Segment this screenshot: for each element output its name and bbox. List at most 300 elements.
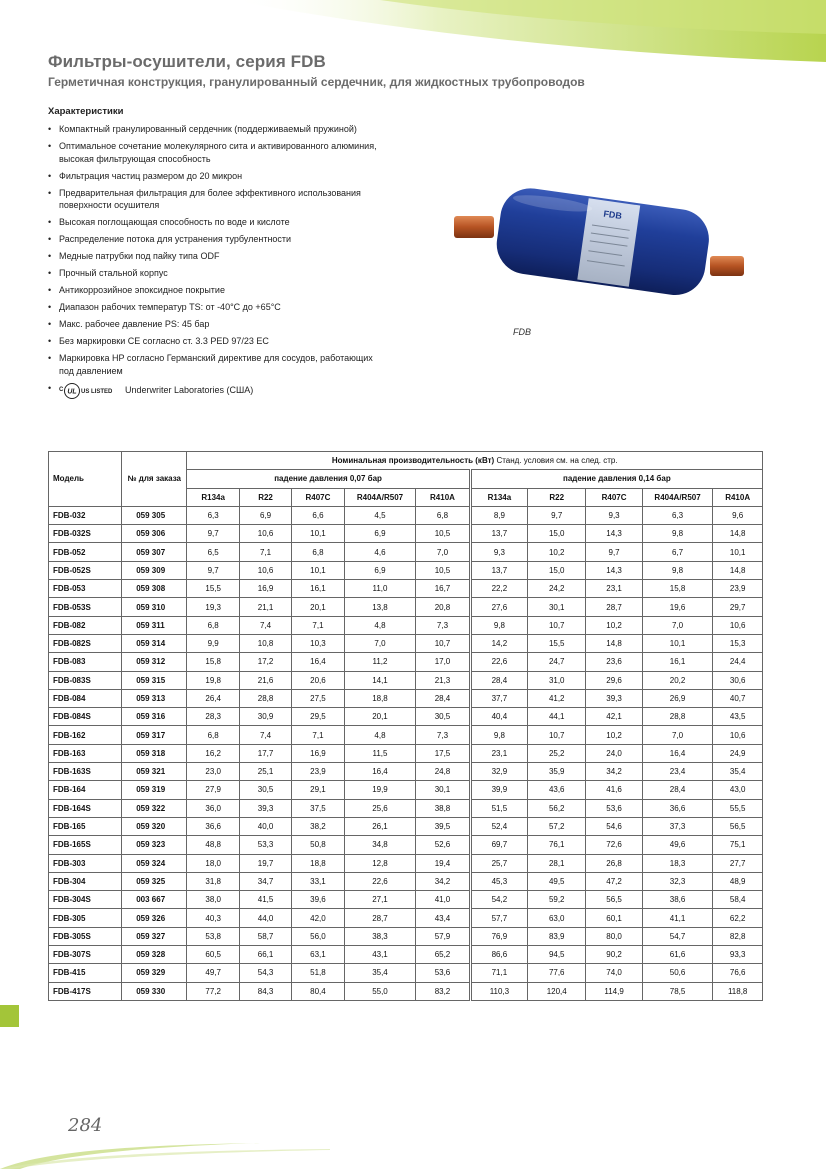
feature-text-ul: Underwriter Laboratories (США) [125, 385, 254, 396]
capacity-cell: 10,1 [292, 525, 345, 543]
capacity-cell: 75,1 [713, 836, 763, 854]
capacity-cell: 28,8 [642, 708, 713, 726]
model-cell: FDB-032 [49, 506, 122, 524]
capacity-cell: 47,2 [586, 872, 642, 890]
feature-text: Компактный гранулированный сердечник (поддерживаемый пружиной) [59, 124, 357, 134]
model-cell: FDB-165 [49, 817, 122, 835]
capacity-cell: 41,0 [416, 891, 470, 909]
model-cell: FDB-162 [49, 726, 122, 744]
feature-item [48, 216, 378, 229]
capacity-cell: 21,3 [416, 671, 470, 689]
model-cell: FDB-052 [49, 543, 122, 561]
table-row [49, 671, 763, 689]
capacity-cell: 43,6 [528, 781, 586, 799]
capacity-cell: 38,2 [292, 817, 345, 835]
section-side-tab [0, 1005, 19, 1027]
capacity-cell: 65,2 [416, 946, 470, 964]
capacity-cell: 49,6 [642, 836, 713, 854]
capacity-cell: 39,3 [239, 799, 291, 817]
table-row [49, 506, 763, 524]
capacity-cell: 53,6 [416, 964, 470, 982]
capacity-cell: 12,8 [344, 854, 416, 872]
capacity-cell: 10,6 [239, 525, 291, 543]
capacity-cell: 48,9 [713, 872, 763, 890]
capacity-cell: 41,2 [528, 689, 586, 707]
capacity-cell: 54,7 [642, 927, 713, 945]
capacity-cell: 4,8 [344, 726, 416, 744]
capacity-cell: 15,8 [642, 580, 713, 598]
capacity-cell: 83,9 [528, 927, 586, 945]
capacity-cell: 16,1 [292, 580, 345, 598]
capacity-cell: 40,0 [239, 817, 291, 835]
order-code-cell: 059 317 [122, 726, 187, 744]
capacity-cell: 57,9 [416, 927, 470, 945]
table-row [49, 561, 763, 579]
capacity-cell: 10,7 [528, 726, 586, 744]
capacity-cell: 9,6 [713, 506, 763, 524]
capacity-cell: 7,0 [642, 616, 713, 634]
capacity-cell: 21,1 [239, 598, 291, 616]
capacity-cell: 36,0 [187, 799, 239, 817]
capacity-cell: 7,3 [416, 726, 470, 744]
order-code-cell: 059 330 [122, 982, 187, 1000]
capacity-cell: 72,6 [586, 836, 642, 854]
capacity-cell: 120,4 [528, 982, 586, 1000]
capacity-cell: 9,8 [470, 726, 527, 744]
capacity-cell: 54,3 [239, 964, 291, 982]
model-cell: FDB-304 [49, 872, 122, 890]
table-row [49, 781, 763, 799]
table-row [49, 763, 763, 781]
table-row [49, 708, 763, 726]
table-row [49, 982, 763, 1000]
capacity-cell: 17,0 [416, 653, 470, 671]
capacity-cell: 19,9 [344, 781, 416, 799]
bullet: • [48, 382, 52, 393]
capacity-cell: 6,8 [187, 726, 239, 744]
capacity-cell: 23,4 [642, 763, 713, 781]
capacity-cell: 27,1 [344, 891, 416, 909]
capacity-cell: 30,5 [416, 708, 470, 726]
capacity-cell: 9,7 [187, 525, 239, 543]
order-code-cell: 059 329 [122, 964, 187, 982]
capacity-cell: 16,2 [187, 744, 239, 762]
table-row [49, 836, 763, 854]
capacity-cell: 76,1 [528, 836, 586, 854]
capacity-cell: 38,8 [416, 799, 470, 817]
capacity-cell: 58,4 [713, 891, 763, 909]
capacity-cell: 63,0 [528, 909, 586, 927]
capacity-cell: 31,8 [187, 872, 239, 890]
capacity-cell: 82,8 [713, 927, 763, 945]
capacity-cell: 27,6 [470, 598, 527, 616]
capacity-cell: 9,7 [586, 543, 642, 561]
capacity-cell: 26,1 [344, 817, 416, 835]
capacity-cell: 43,0 [713, 781, 763, 799]
order-code-cell: 059 325 [122, 872, 187, 890]
refrigerant-header: R410A [416, 488, 470, 506]
model-cell: FDB-082S [49, 634, 122, 652]
capacity-cell: 6,8 [187, 616, 239, 634]
capacity-cell: 6,6 [292, 506, 345, 524]
capacity-cell: 10,1 [642, 634, 713, 652]
table-row [49, 634, 763, 652]
capacity-cell: 36,6 [187, 817, 239, 835]
capacity-cell: 14,1 [344, 671, 416, 689]
model-cell: FDB-164 [49, 781, 122, 799]
capacity-cell: 16,9 [292, 744, 345, 762]
order-code-cell: 059 309 [122, 561, 187, 579]
page-title: Фильтры-осушители, серия FDB [48, 52, 326, 71]
capacity-cell: 49,5 [528, 872, 586, 890]
feature-item [48, 301, 378, 314]
refrigerant-header: R134a [187, 488, 239, 506]
feature-text: Высокая поглощающая способность по воде и кислоте [59, 217, 290, 227]
refrigerant-header: R22 [528, 488, 586, 506]
model-cell: FDB-032S [49, 525, 122, 543]
svg-text:UL: UL [67, 388, 77, 395]
capacity-cell: 90,2 [586, 946, 642, 964]
table-row [49, 799, 763, 817]
capacity-group-header [187, 452, 763, 470]
capacity-cell: 7,1 [292, 726, 345, 744]
capacity-cell: 40,4 [470, 708, 527, 726]
capacity-cell: 23,0 [187, 763, 239, 781]
feature-item [48, 250, 378, 263]
capacity-cell: 34,2 [586, 763, 642, 781]
capacity-cell: 36,6 [642, 799, 713, 817]
capacity-cell: 32,9 [470, 763, 527, 781]
table-row [49, 909, 763, 927]
capacity-cell: 4,5 [344, 506, 416, 524]
table-row [49, 580, 763, 598]
order-code-cell: 059 313 [122, 689, 187, 707]
capacity-cell: 11,5 [344, 744, 416, 762]
order-code-cell: 059 321 [122, 763, 187, 781]
capacity-cell: 60,5 [187, 946, 239, 964]
capacity-cell: 66,1 [239, 946, 291, 964]
capacity-cell: 22,2 [470, 580, 527, 598]
capacity-cell: 15,5 [528, 634, 586, 652]
capacity-cell: 19,7 [239, 854, 291, 872]
refrigerant-header: R410A [713, 488, 763, 506]
capacity-cell: 28,1 [528, 854, 586, 872]
feature-text: Предварительная фильтрация для более эффективного использования поверхности осушителя [59, 187, 361, 210]
feature-text: Прочный стальной корпус [59, 268, 168, 278]
capacity-cell: 74,0 [586, 964, 642, 982]
footer-swoosh-graphic [0, 1125, 826, 1169]
capacity-group-title: Номинальная производительность (кВт) [331, 456, 495, 466]
order-code-cell: 059 328 [122, 946, 187, 964]
feature-text: Фильтрация частиц размером до 20 микрон [59, 170, 243, 181]
order-code-cell: 059 320 [122, 817, 187, 835]
capacity-cell: 11,0 [344, 580, 416, 598]
capacity-cell: 23,1 [470, 744, 527, 762]
bullet: • [48, 124, 52, 134]
table-row [49, 891, 763, 909]
order-code-cell: 059 314 [122, 634, 187, 652]
capacity-cell: 42,1 [586, 708, 642, 726]
capacity-cell: 94,5 [528, 946, 586, 964]
feature-item-ul [48, 382, 378, 400]
table-row [49, 525, 763, 543]
capacity-cell: 28,4 [470, 671, 527, 689]
capacity-cell: 10,2 [586, 616, 642, 634]
capacity-cell: 53,8 [187, 927, 239, 945]
capacity-cell: 53,3 [239, 836, 291, 854]
capacity-cell: 25,2 [528, 744, 586, 762]
capacity-cell: 83,2 [416, 982, 470, 1000]
capacity-cell: 28,8 [239, 689, 291, 707]
feature-text: Медные патрубки под пайку типа ODF [59, 251, 220, 261]
capacity-cell: 40,3 [187, 909, 239, 927]
capacity-cell: 38,6 [642, 891, 713, 909]
capacity-cell: 25,7 [470, 854, 527, 872]
capacity-cell: 58,7 [239, 927, 291, 945]
capacity-cell: 24,0 [586, 744, 642, 762]
capacity-cell: 19,6 [642, 598, 713, 616]
capacity-cell: 28,4 [642, 781, 713, 799]
model-cell: FDB-415 [49, 964, 122, 982]
capacity-cell: 24,8 [416, 763, 470, 781]
order-code-cell: 059 322 [122, 799, 187, 817]
capacity-cell: 48,8 [187, 836, 239, 854]
table-row [49, 872, 763, 890]
capacity-cell: 6,9 [344, 561, 416, 579]
capacity-cell: 10,5 [416, 525, 470, 543]
capacity-cell: 20,1 [344, 708, 416, 726]
capacity-cell: 8,9 [470, 506, 527, 524]
model-cell: FDB-164S [49, 799, 122, 817]
feature-text: Маркировка HP согласно Германский директиве для сосудов, работающих под давлением [59, 353, 373, 376]
capacity-cell: 41,1 [642, 909, 713, 927]
capacity-cell: 69,7 [470, 836, 527, 854]
capacity-cell: 19,8 [187, 671, 239, 689]
capacity-cell: 45,3 [470, 872, 527, 890]
capacity-cell: 80,0 [586, 927, 642, 945]
capacity-cell: 35,4 [344, 964, 416, 982]
refrigerant-header: R404A/R507 [344, 488, 416, 506]
capacity-cell: 38,3 [344, 927, 416, 945]
capacity-cell: 16,1 [642, 653, 713, 671]
capacity-cell: 7,1 [292, 616, 345, 634]
capacity-cell: 53,6 [586, 799, 642, 817]
features-list [48, 123, 378, 377]
capacity-cell: 17,2 [239, 653, 291, 671]
capacity-cell: 14,8 [586, 634, 642, 652]
capacity-cell: 61,6 [642, 946, 713, 964]
capacity-group-note: Станд. условия см. на след. стр. [496, 456, 618, 466]
capacity-cell: 18,3 [642, 854, 713, 872]
product-caption: FDB [513, 327, 531, 337]
capacity-cell: 27,9 [187, 781, 239, 799]
capacity-cell: 24,2 [528, 580, 586, 598]
ul-listed-logo-icon [59, 382, 121, 400]
capacity-cell: 9,3 [586, 506, 642, 524]
refrigerant-header: R407C [292, 488, 345, 506]
refrigerant-header: R134a [470, 488, 527, 506]
capacity-cell: 118,8 [713, 982, 763, 1000]
model-cell: FDB-307S [49, 946, 122, 964]
capacity-cell: 33,1 [292, 872, 345, 890]
model-cell: FDB-417S [49, 982, 122, 1000]
capacity-cell: 10,6 [713, 726, 763, 744]
order-code-cell: 059 318 [122, 744, 187, 762]
capacity-cell: 34,2 [416, 872, 470, 890]
bullet: • [48, 319, 52, 329]
capacity-cell: 13,7 [470, 525, 527, 543]
bullet: • [48, 234, 52, 244]
capacity-cell: 17,7 [239, 744, 291, 762]
capacity-cell: 44,1 [528, 708, 586, 726]
model-cell: FDB-053 [49, 580, 122, 598]
capacity-cell: 30,5 [239, 781, 291, 799]
capacity-cell: 10,5 [416, 561, 470, 579]
capacity-cell: 50,6 [642, 964, 713, 982]
model-cell: FDB-303 [49, 854, 122, 872]
capacity-cell: 20,1 [292, 598, 345, 616]
feature-text: Антикоррозийное эпоксидное покрытие [59, 285, 225, 295]
capacity-cell: 16,9 [239, 580, 291, 598]
feature-item [48, 233, 378, 246]
feature-item [48, 352, 378, 377]
table-row [49, 653, 763, 671]
features-section [48, 106, 378, 404]
page-subtitle: Герметичная конструкция, гранулированный сердечник, для жидкостных трубопроводов [48, 75, 585, 89]
model-cell: FDB-163S [49, 763, 122, 781]
order-code-cell: 059 323 [122, 836, 187, 854]
capacity-cell: 7,4 [239, 726, 291, 744]
order-code-cell: 059 319 [122, 781, 187, 799]
capacity-cell: 10,1 [292, 561, 345, 579]
model-cell: FDB-084S [49, 708, 122, 726]
capacity-cell: 19,4 [416, 854, 470, 872]
capacity-cell: 57,2 [528, 817, 586, 835]
capacity-cell: 57,7 [470, 909, 527, 927]
capacity-cell: 24,9 [713, 744, 763, 762]
capacity-cell: 4,8 [344, 616, 416, 634]
capacity-cell: 9,7 [528, 506, 586, 524]
capacity-cell: 23,6 [586, 653, 642, 671]
feature-text: Макс. рабочее давление PS: 45 бар [59, 319, 210, 329]
capacity-cell: 56,0 [292, 927, 345, 945]
capacity-cell: 10,7 [528, 616, 586, 634]
table-row [49, 927, 763, 945]
order-code-cell: 059 324 [122, 854, 187, 872]
capacity-cell: 29,7 [713, 598, 763, 616]
capacity-cell: 26,9 [642, 689, 713, 707]
refrigerant-header: R407C [586, 488, 642, 506]
capacity-cell: 37,7 [470, 689, 527, 707]
capacity-cell: 62,2 [713, 909, 763, 927]
order-code-cell: 059 306 [122, 525, 187, 543]
capacity-cell: 52,6 [416, 836, 470, 854]
capacity-cell: 39,3 [586, 689, 642, 707]
capacity-cell: 55,5 [713, 799, 763, 817]
capacity-cell: 9,9 [187, 634, 239, 652]
capacity-cell: 16,4 [344, 763, 416, 781]
capacity-cell: 16,4 [292, 653, 345, 671]
capacity-cell: 34,8 [344, 836, 416, 854]
model-cell: FDB-052S [49, 561, 122, 579]
capacity-cell: 40,7 [713, 689, 763, 707]
capacity-cell: 22,6 [344, 872, 416, 890]
capacity-cell: 37,3 [642, 817, 713, 835]
capacity-cell: 76,9 [470, 927, 527, 945]
model-cell: FDB-305 [49, 909, 122, 927]
bullet: • [48, 336, 52, 346]
capacity-cell: 29,6 [586, 671, 642, 689]
capacity-cell: 23,9 [292, 763, 345, 781]
capacity-cell: 35,9 [528, 763, 586, 781]
capacity-cell: 30,6 [713, 671, 763, 689]
capacity-cell: 30,1 [416, 781, 470, 799]
col-header-model: Модель [49, 452, 122, 507]
col-header-order-number: № для заказа [122, 452, 187, 507]
capacity-cell: 30,1 [528, 598, 586, 616]
order-code-cell: 059 312 [122, 653, 187, 671]
capacity-cell: 31,0 [528, 671, 586, 689]
capacity-cell: 114,9 [586, 982, 642, 1000]
capacity-cell: 24,4 [713, 653, 763, 671]
capacity-cell: 4,6 [344, 543, 416, 561]
capacity-cell: 6,5 [187, 543, 239, 561]
order-code-cell: 059 308 [122, 580, 187, 598]
bullet: • [48, 187, 52, 198]
capacity-cell: 43,1 [344, 946, 416, 964]
refrigerant-header: R22 [239, 488, 291, 506]
capacity-cell: 26,4 [187, 689, 239, 707]
capacity-cell: 14,3 [586, 561, 642, 579]
capacity-cell: 25,1 [239, 763, 291, 781]
capacity-cell: 78,5 [642, 982, 713, 1000]
feature-item [48, 123, 378, 136]
capacity-cell: 55,0 [344, 982, 416, 1000]
capacity-cell: 42,0 [292, 909, 345, 927]
order-code-cell: 059 310 [122, 598, 187, 616]
feature-item [48, 318, 378, 331]
capacity-cell: 77,6 [528, 964, 586, 982]
capacity-cell: 54,6 [586, 817, 642, 835]
capacity-cell: 9,8 [642, 561, 713, 579]
capacity-cell: 20,6 [292, 671, 345, 689]
table-row [49, 616, 763, 634]
capacity-cell: 15,0 [528, 525, 586, 543]
capacity-cell: 14,3 [586, 525, 642, 543]
order-code-cell: 003 667 [122, 891, 187, 909]
refrigerant-header: R404A/R507 [642, 488, 713, 506]
capacity-cell: 63,1 [292, 946, 345, 964]
feature-item [48, 335, 378, 348]
capacity-cell: 18,8 [344, 689, 416, 707]
capacity-cell: 110,3 [470, 982, 527, 1000]
feature-item [48, 284, 378, 297]
capacity-cell: 56,5 [586, 891, 642, 909]
capacity-cell: 93,3 [713, 946, 763, 964]
capacity-cell: 50,8 [292, 836, 345, 854]
capacity-cell: 28,4 [416, 689, 470, 707]
capacity-cell: 39,6 [292, 891, 345, 909]
table-row [49, 854, 763, 872]
capacity-cell: 19,3 [187, 598, 239, 616]
capacity-cell: 28,3 [187, 708, 239, 726]
capacity-cell: 23,9 [713, 580, 763, 598]
feature-text: Без маркировки CE согласно ст. 3.3 PED 97/23 EC [59, 336, 269, 346]
capacity-cell: 10,2 [586, 726, 642, 744]
bullet: • [48, 251, 52, 261]
capacity-cell: 15,5 [187, 580, 239, 598]
bullet: • [48, 285, 52, 295]
